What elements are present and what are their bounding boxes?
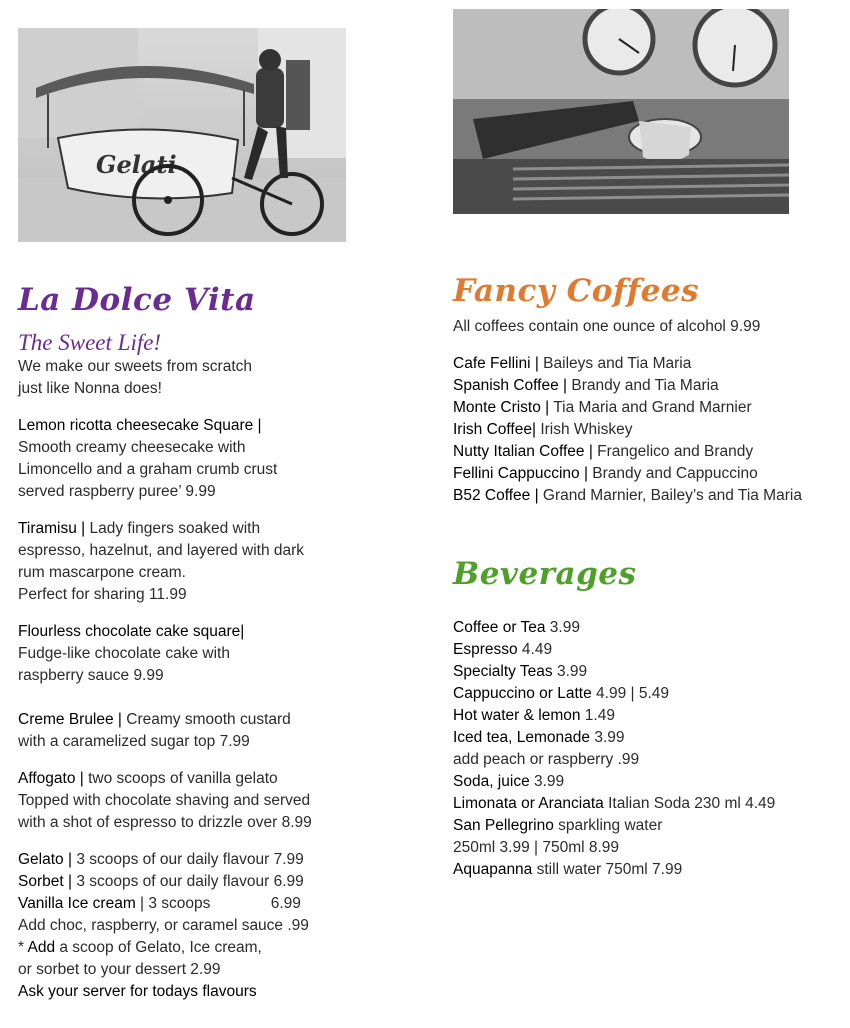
sorbet-name: Sorbet | bbox=[18, 873, 73, 890]
coffee-item bbox=[453, 485, 843, 507]
item-desc: Brandy and Tia Maria bbox=[567, 377, 719, 394]
dolce-vita-title: La Dolce Vita bbox=[18, 282, 256, 318]
beverage-item bbox=[453, 793, 843, 815]
item-desc: still water 750ml 7.99 bbox=[532, 861, 683, 878]
add-prefix: * bbox=[18, 939, 28, 956]
add-desc: a scoop of Gelato, Ice cream, bbox=[55, 939, 262, 956]
item-name: Cafe Fellini | bbox=[453, 355, 539, 372]
coffees-section bbox=[453, 316, 843, 507]
sauce-text: Add choc, raspberry, or caramel sauce .99 bbox=[18, 917, 309, 934]
beverage-item bbox=[453, 771, 843, 793]
item-name: Nutty Italian Coffee | bbox=[453, 443, 593, 460]
beverage-item bbox=[453, 837, 843, 859]
item-name: Iced tea, Lemonade bbox=[453, 729, 591, 746]
beverage-item bbox=[453, 683, 843, 705]
item-name: Irish Coffee| bbox=[453, 421, 537, 438]
beverage-item bbox=[453, 661, 843, 683]
item-desc: Fudge-like chocolate cake with raspberry sauce 9.99 bbox=[18, 645, 230, 684]
item-desc: 3.99 bbox=[552, 663, 588, 680]
item-desc: two scoops of vanilla gelato Topped with chocolate shaving and served with a shot of espresso to drizzle over 8.99 bbox=[18, 770, 312, 831]
item-desc: Smooth creamy cheesecake with Limoncello and a graham crumb crust served raspberry puree’ 9.99 bbox=[18, 439, 278, 500]
menu-item bbox=[18, 415, 398, 503]
item-name: Spanish Coffee | bbox=[453, 377, 568, 394]
menu-item bbox=[18, 621, 398, 687]
item-desc: sparkling water bbox=[553, 817, 663, 834]
item-name: Espresso bbox=[453, 641, 518, 658]
item-desc: Tia Maria and Grand Marnier bbox=[549, 399, 752, 416]
gelato-desc: 3 scoops of our daily flavour 7.99 bbox=[72, 851, 304, 868]
coffee-note: All coffees contain one ounce of alcohol 9.99 bbox=[453, 318, 761, 335]
item-name: Cappuccino or Latte bbox=[453, 685, 592, 702]
beverage-item bbox=[453, 749, 843, 771]
item-name: Monte Cristo | bbox=[453, 399, 550, 416]
beverages-section bbox=[453, 617, 843, 881]
desserts-section bbox=[18, 356, 398, 1003]
beverage-item bbox=[453, 815, 843, 837]
item-name: San Pellegrino bbox=[453, 817, 554, 834]
item-name: Tiramisu | bbox=[18, 520, 86, 537]
espresso-machine-photo bbox=[453, 9, 789, 214]
coffee-item bbox=[453, 441, 843, 463]
item-desc: 4.49 bbox=[517, 641, 553, 658]
coffee-item bbox=[453, 397, 843, 419]
sorbet-desc: 3 scoops of our daily flavour 6.99 bbox=[72, 873, 304, 890]
item-desc: Frangelico and Brandy bbox=[592, 443, 754, 460]
menu-item bbox=[18, 518, 398, 606]
coffee-item bbox=[453, 375, 843, 397]
item-name: Fellini Cappuccino | bbox=[453, 465, 588, 482]
item-name: Creme Brulee | bbox=[18, 711, 122, 728]
item-name: Flourless chocolate cake square| bbox=[18, 623, 245, 640]
ask-server-text: Ask your server for todays flavours bbox=[18, 983, 257, 1000]
intro-text: We make our sweets from scratch just like Nonna does! bbox=[18, 358, 253, 397]
fancy-coffees-title: Fancy Coffees bbox=[453, 273, 700, 309]
item-name: Lemon ricotta cheesecake Square | bbox=[18, 417, 262, 434]
vanilla-name: Vanilla Ice cream bbox=[18, 895, 136, 912]
beverages-title: Beverages bbox=[453, 556, 637, 592]
beverage-item bbox=[453, 617, 843, 639]
coffee-item bbox=[453, 419, 843, 441]
vanilla-desc: | 3 scoops 6.99 bbox=[135, 895, 301, 912]
menu-item bbox=[18, 768, 398, 834]
item-desc: Italian Soda 230 ml 4.49 bbox=[603, 795, 776, 812]
beverage-item bbox=[453, 727, 843, 749]
item-desc: 1.49 bbox=[580, 707, 615, 724]
add-name: Add bbox=[27, 939, 56, 956]
item-name: Limonata or Aranciata bbox=[453, 795, 604, 812]
menu-item bbox=[18, 709, 398, 753]
item-name: Specialty Teas bbox=[453, 663, 553, 680]
item-desc: Brandy and Cappuccino bbox=[587, 465, 758, 482]
item-desc: 3.99 bbox=[545, 619, 580, 636]
item-desc: Creamy smooth custard with a caramelized sugar top 7.99 bbox=[18, 711, 291, 750]
item-desc: 3.99 bbox=[590, 729, 625, 746]
coffee-item bbox=[453, 463, 843, 485]
item-desc: add peach or raspberry .99 bbox=[453, 751, 640, 768]
item-name: Affogato | bbox=[18, 770, 84, 787]
item-desc: Baileys and Tia Maria bbox=[538, 355, 692, 372]
item-desc: Grand Marnier, Bailey’s and Tia Maria bbox=[538, 487, 802, 504]
gelato-cart-photo bbox=[18, 28, 346, 242]
beverage-item bbox=[453, 859, 843, 881]
coffee-item bbox=[453, 353, 843, 375]
item-name: Hot water & lemon bbox=[453, 707, 581, 724]
beverage-item bbox=[453, 705, 843, 727]
item-name: Soda, juice bbox=[453, 773, 530, 790]
sweet-life-subtitle: The Sweet Life! bbox=[18, 330, 162, 355]
item-desc: 250ml 3.99 | 750ml 8.99 bbox=[453, 839, 620, 856]
gelato-block bbox=[18, 849, 398, 1003]
item-desc: 4.99 | 5.49 bbox=[591, 685, 670, 702]
gelato-name: Gelato | bbox=[18, 851, 73, 868]
add-line2: or sorbet to your dessert 2.99 bbox=[18, 961, 221, 978]
item-desc: Irish Whiskey bbox=[536, 421, 633, 438]
beverage-item bbox=[453, 639, 843, 661]
item-name: Aquapanna bbox=[453, 861, 533, 878]
item-desc: Lady fingers soaked with espresso, hazelnut, and layered with dark rum mascarpone cream. Perfect for sharing 11.99 bbox=[18, 520, 305, 603]
item-name: B52 Coffee | bbox=[453, 487, 539, 504]
item-desc: 3.99 bbox=[529, 773, 565, 790]
cart-gelati-text: Gelati bbox=[96, 150, 177, 179]
item-name: Coffee or Tea bbox=[453, 619, 546, 636]
